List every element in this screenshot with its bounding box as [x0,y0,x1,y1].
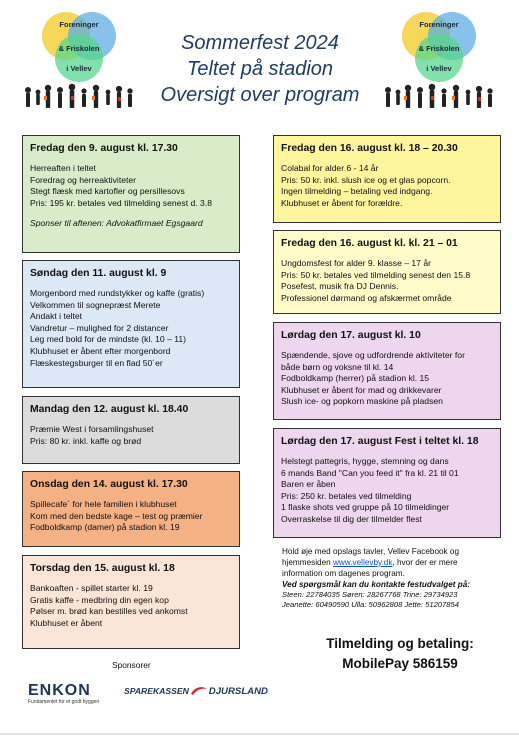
info-line [282,557,512,568]
event-line: Overraskelse til dig der tilmelder flest [281,513,422,524]
event-line: Ungdomsfest for alder 9. klasse – 17 år [281,258,431,268]
info-line: information om dagenes program. [282,569,405,578]
event-line: Bankoaften - spillet starter kl. 19 [30,583,153,593]
swoosh-icon [189,684,209,698]
event-box-onsdag-14 [22,471,240,547]
event-box-sondag-11 [22,260,240,388]
logo-text-line: Foreninger [59,20,99,29]
event-line: Herreaften i teltet [30,163,96,173]
event-heading: Lørdag den 17. august Fest i teltet kl. 18 [281,436,479,447]
event-line: Spændende, sjove og udfordrende aktiviteter for [281,350,465,360]
event-box-lordag-17-aktiviteter [273,322,501,420]
contact-numbers: Jeanette: 60490590 Ulla: 50962808 Jette: 51207854 [282,600,459,609]
event-line: både børn og voksne til kl. 14 [281,361,394,372]
event-line: Leg med bold for de mindste (kl. 10 – 11) [30,334,187,345]
title-line: Oversigt over program [160,84,360,106]
enkon-logo [28,683,99,706]
association-logo-left [20,6,138,114]
event-line: Ingen tilmelding – betaling ved indgang. [281,186,433,197]
event-line: Pris: 195 kr. betales ved tilmelding senest d. 3.8 [30,197,212,208]
logo-text-line: & Friskolen [58,44,100,53]
event-line: Pris: 50 kr. inkl. slush ice og et glas popcorn. [281,174,451,185]
event-box-mandag-12 [22,396,240,464]
payment-info [300,634,500,674]
enkon-tagline: Fundamentet for et godt byggeri [28,699,100,705]
event-line: Pris: 250 kr. betales ved tilmelding [281,490,412,501]
association-logo-right [380,6,498,114]
event-line: Kom med den bedste kage – test og præmier [30,510,203,521]
event-line: Præmie West i forsamlingshuset [30,424,154,434]
event-heading: Fredag den 16. august kl. kl. 21 – 01 [281,238,458,249]
bank-name-part1: SPAREKASSEN [124,686,189,696]
event-line: Fodboldkamp (damer) på stadion kl. 19 [30,522,180,533]
event-heading: Lørdag den 17. august kl. 10 [281,330,421,341]
logo-text-line: i Vellev [66,64,92,73]
event-line: Vandretur – mulighed for 2 distancer [30,322,169,333]
event-box-lordag-17-fest [273,428,501,538]
event-line: Colabal for alder 6 - 14 år [281,163,379,173]
payment-line: MobilePay 586159 [342,656,458,671]
payment-line: Tilmelding og betaling: [326,636,474,651]
event-line: Posefest, musik fra DJ Dennis. [281,281,399,292]
logo-text-line: & Friskolen [418,44,460,53]
event-line: Gratis kaffe - medbring din egen kop [30,594,169,605]
event-box-torsdag-15 [22,555,240,649]
event-line: Stegt flæsk med kartofler og persillesovs [30,186,185,197]
info-text: hjemmesiden [282,558,333,567]
event-line: Foredrag og herreaktiviteter [30,174,137,185]
event-line: Pølser m. brød kan bestilles ved ankomst [30,606,188,617]
event-line: Flæskestegsburger til en flad 50´er [30,357,163,368]
event-line: Professionel dørmand og afskærmet område [281,292,452,303]
event-line: Klubhuset er åbent efter morgenbord [30,345,171,356]
event-heading: Fredag den 16. august kl. 18 – 20.30 [281,143,458,154]
info-text: , hvor der er mere [392,558,458,567]
contact-numbers: Steen: 22784035 Søren: 28267768 Trine: 29734923 [282,590,458,599]
title-line: Sommerfest 2024 [181,32,339,54]
event-sponsor-note: Sponser til aftenen: Advokatfirmaet Egsgaard [30,218,203,229]
event-line: Andakt i teltet [30,311,83,322]
event-box-fredag-9 [22,135,240,253]
event-box-fredag-16-ungdomsfest [273,230,501,314]
event-box-fredag-16-colabal [273,135,501,223]
bank-name-part2: DJURSLAND [208,685,268,697]
event-line: Slush ice- og popkorn maskine på pladsen [281,396,443,407]
page-title [140,30,380,108]
event-line: Velkommen til sognepræst Merete [30,299,161,310]
sponsors-label: Sponsorer [112,660,151,670]
website-link[interactable]: www.vellevby.dk [332,558,393,567]
event-line: 1 flaske shots ved gruppe på 10 tilmeldinger [281,502,450,513]
event-line: 6 mands Band "Can you feed it" fra kl. 21 til 01 [281,467,459,478]
contact-heading: Ved spørgsmål kan du kontakte festudvalget på: [282,580,471,589]
event-line: Morgenbord med rundstykker og kaffe (gratis) [30,288,205,298]
enkon-name: ENKON [28,682,91,699]
event-heading: Mandag den 12. august kl. 18.40 [30,404,189,415]
page-divider [0,733,519,735]
sparekassen-logo [124,684,268,698]
event-heading: Onsdag den 14. august kl. 17.30 [30,479,188,490]
title-line: Teltet på stadion [186,58,334,80]
info-line: Hold øje med opslags tavler, Vellev Facebook og [282,547,460,556]
event-line: Pris: 50 kr. betales ved tilmelding senest den 15.8 [281,269,471,280]
event-heading: Fredag den 9. august kl. 17.30 [30,143,178,154]
event-line: Baren er åben [281,479,336,490]
logo-text-line: i Vellev [426,64,452,73]
event-line: Klubhuset er åbent [30,617,103,628]
event-line: Klubhuset er åbent for forældre. [281,197,403,208]
info-section [282,546,512,610]
event-line: Spillecafe´ for hele familien i klubhuset [30,499,177,509]
event-line: Klubhuset er åbent for mad og drikkevarer [281,384,442,395]
event-line: Fodboldkamp (herrer) på stadion kl. 15 [281,373,430,384]
event-heading: Torsdag den 15. august kl. 18 [30,563,175,574]
event-line: Pris: 80 kr. inkl. kaffe og brød [30,435,142,446]
logo-text-line: Foreninger [419,20,459,29]
event-heading: Søndag den 11. august kl. 9 [30,268,167,279]
event-line: Helstegt pattegris, hygge, stemning og dans [281,456,449,466]
